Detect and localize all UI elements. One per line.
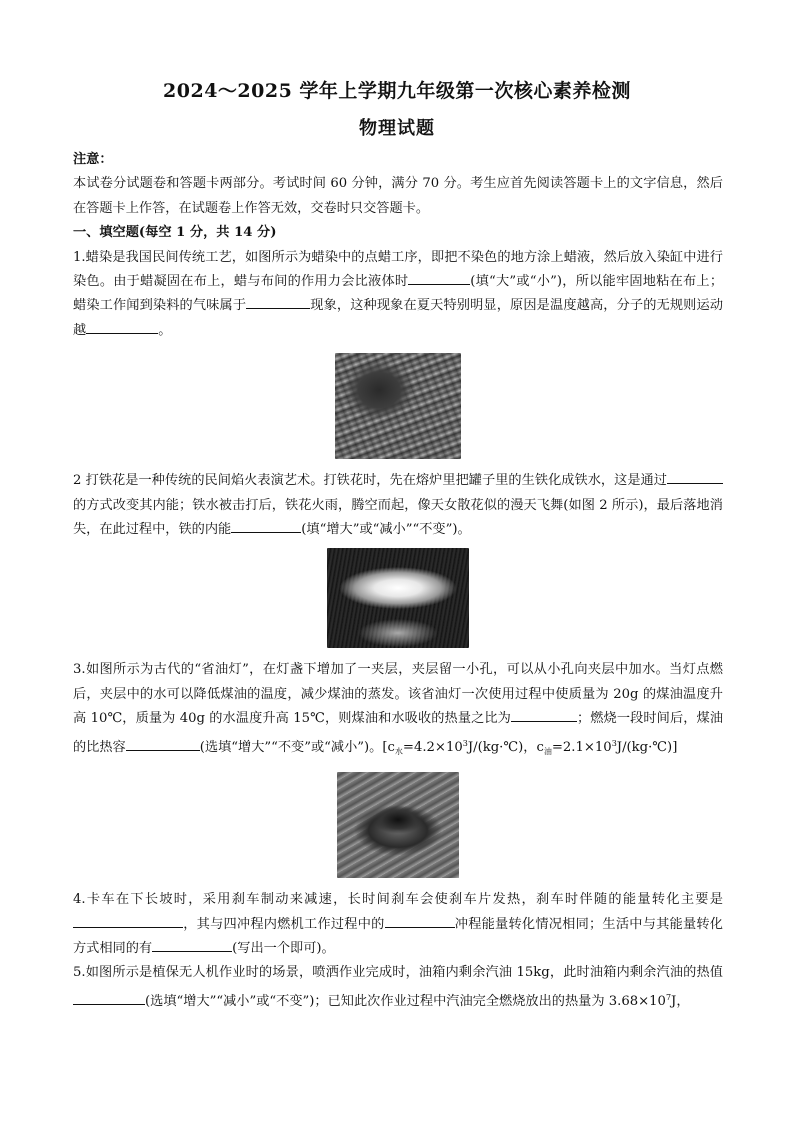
question-5-text-a: 5.如图所示是植保无人机作业时的场景，喷洒作业完成时，油箱内剩余汽油 15kg，此时油箱内剩余汽油的热值 — [73, 965, 723, 981]
answer-blank — [73, 915, 183, 928]
answer-blank — [86, 321, 158, 334]
question-5-text-c: J， — [671, 993, 690, 1009]
oil-lamp-photo — [337, 772, 459, 878]
iron-flower-photo — [327, 548, 469, 648]
batik-photo — [335, 353, 461, 459]
answer-blank — [385, 915, 455, 928]
question-3-text-g: J/(kg·℃)] — [616, 739, 678, 755]
question-4 — [73, 888, 723, 961]
superscript: 3 — [462, 738, 468, 748]
answer-blank — [231, 520, 301, 533]
exam-content — [73, 148, 723, 1014]
question-3-text-c: (选填“增大”“不变”或“减小”)。[c — [199, 739, 395, 755]
answer-blank — [152, 939, 232, 952]
notice-heading: 注意： — [73, 152, 113, 167]
question-5-text-b: (选填“增大”“减小”或“不变”)；已知此次作业过程中汽油完全燃烧放出的热量为 3.68×10 — [145, 993, 666, 1009]
answer-blank — [511, 709, 577, 722]
question-2-text-b: 的方式改变其内能；铁水被击打后，铁花火雨，腾空而起，像天女散花似的漫天飞舞(如图 2 所示)，最后落地消失，在此过程中，铁的内能 — [73, 497, 723, 538]
question-1-text-c: 现象，这种现象在夏天特别明显，原因是温度越高，分子的无规则运动越 — [73, 298, 724, 338]
superscript: 7 — [665, 992, 672, 1002]
answer-blank — [126, 738, 200, 751]
question-1-text-d: 。 — [158, 322, 172, 338]
question-5 — [73, 961, 723, 1014]
question-4-text-b: ，其与四冲程内燃机工作过程中的 — [183, 916, 385, 932]
question-1-text-a: 1.蜡染是我国民间传统工艺，如图所示为蜡染中的点蜡工序，即把不染色的地方涂上蜡液，然后放入染缸中进行染色。由于蜡凝固在布上，蜡与布间的作用力会比液体时 — [73, 249, 723, 290]
page-subtitle: 物理试题 — [359, 118, 435, 139]
question-4-text-a: 4.卡车在下长坡时，采用刹车制动来减速，长时间刹车会使刹车片发热，刹车时伴随的能量转化主要是 — [73, 892, 723, 908]
question-4-text-c: 冲程能量转化情况相同；生活中与其能量转化方式相同的有 — [73, 916, 723, 956]
notice-text: 本试卷分试题卷和答题卡两部分。考试时间 60 分钟，满分 70 分。考生应首先阅读答题卡上的文字信息，然后在答题卡上作答，在试题卷上作答无效，交卷时只交答题卡。 — [73, 176, 723, 216]
question-2-text-a: 2 打铁花是一种传统的民间焰火表演艺术。打铁花时，先在熔炉里把罐子里的生铁化成铁水，这是通过 — [73, 473, 667, 489]
section-heading: 一、填空题(每空 1 分，共 14 分) — [73, 225, 277, 241]
question-2 — [73, 469, 723, 542]
question-3-text-a: 3.如图所示为古代的“省油灯”，在灯盏下增加了一夹层，夹层留一小孔，可以从小孔向夹层中加水。当灯点燃后，夹层中的水可以降低煤油的温度，减少煤油的蒸发。该省油灯一次使用过程中使质量为 20g 的煤油温度升高 10℃，质量为 40g 的水温度升高 15℃，则煤油和水吸收的热量之比为 — [73, 662, 723, 727]
question-3 — [73, 658, 723, 764]
question-3-text-f: =2.1×10 — [551, 739, 612, 755]
question-2-text-c: (填“增大”或“减小”“不变”)。 — [301, 522, 471, 538]
question-3-text-e: J/(kg·℃)，c — [467, 739, 544, 755]
question-3-text-d: =4.2×10 — [402, 739, 463, 755]
subscript-oil: 油 — [543, 746, 552, 756]
answer-blank — [667, 471, 723, 484]
answer-blank — [246, 296, 310, 309]
superscript: 3 — [611, 738, 617, 748]
question-4-text-d: (写出一个即可)。 — [232, 940, 335, 956]
question-1 — [73, 246, 723, 344]
subscript-water: 水 — [394, 746, 403, 756]
question-1-text-b: (填“大”或“小”)，所以能牢固地粘在布上；蜡染工作闻到染料的气味属于 — [73, 274, 724, 314]
question-3-text-b: ；燃烧一段时间后，煤油的比热容 — [73, 711, 724, 755]
answer-blank — [73, 992, 145, 1005]
answer-blank — [408, 272, 470, 285]
page-title: 2024～2025 学年上学期九年级第一次核心素养检测 — [163, 80, 631, 102]
